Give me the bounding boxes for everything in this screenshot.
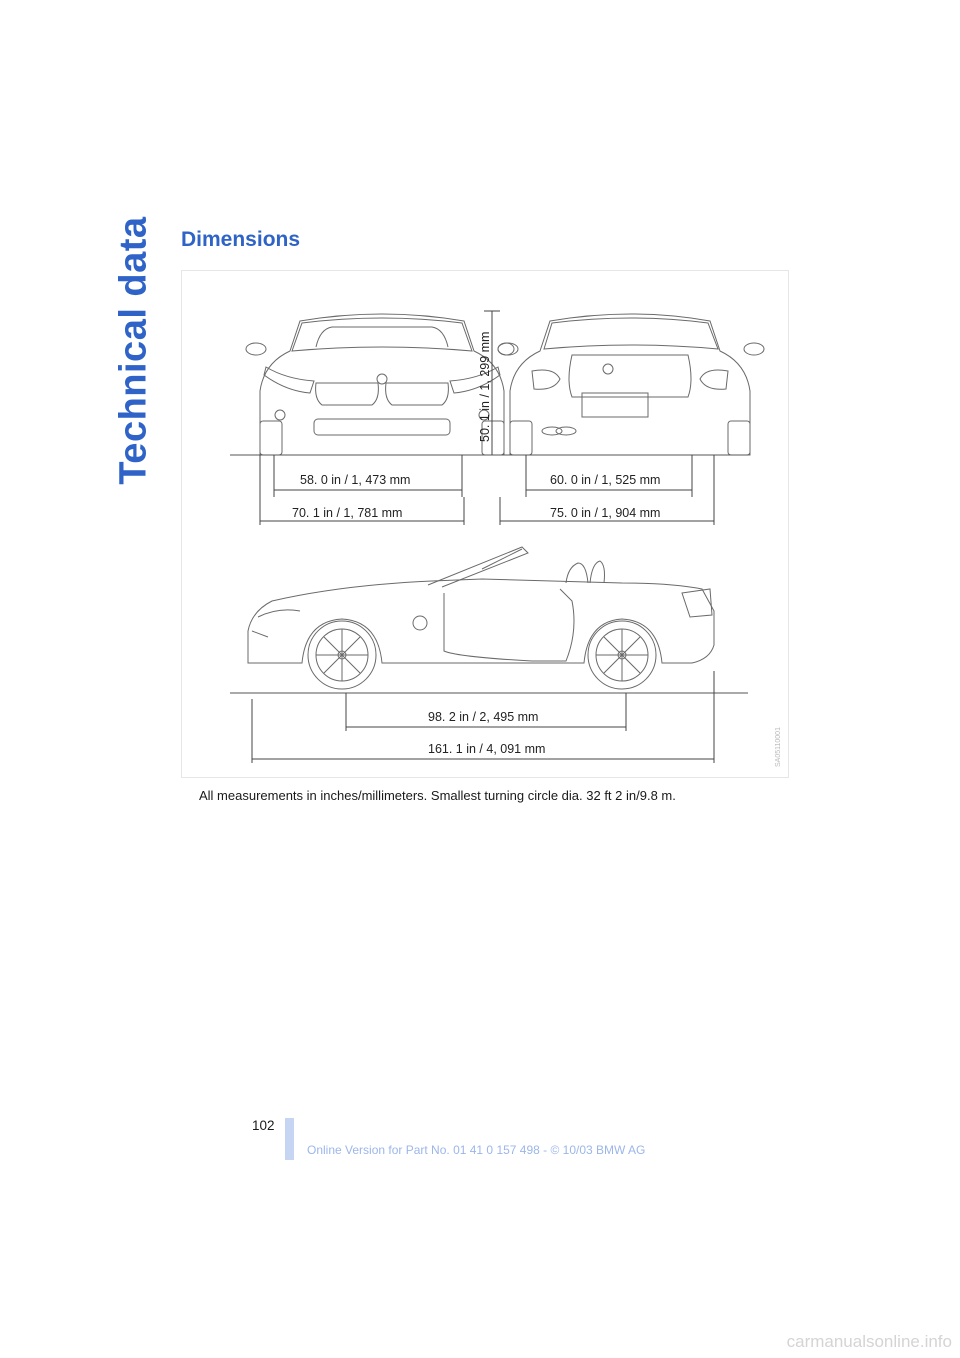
section-title: Dimensions: [181, 228, 301, 251]
length-dimension-label: 161. 1 in / 4, 091 mm: [428, 742, 546, 756]
page-number: 102: [252, 1118, 275, 1133]
footer-online-version: Online Version for Part No. 01 41 0 157 498 - © 10/03 BMW AG: [307, 1143, 646, 1157]
dimensions-drawing: [182, 271, 790, 779]
chapter-side-tab: [112, 215, 156, 485]
side-view-car: [248, 547, 714, 689]
front-width-dimension-label: 70. 1 in / 1, 781 mm: [292, 506, 403, 520]
rear-view-car: [498, 314, 764, 455]
figure-code: SA05110001: [775, 727, 782, 767]
chapter-side-tab-label: Technical data: [112, 215, 155, 485]
rear-width-dimension-label: 75. 0 in / 1, 904 mm: [550, 506, 661, 520]
rear-track-dimension-label: 60. 0 in / 1, 525 mm: [550, 473, 661, 487]
footer-accent-bar: [285, 1118, 294, 1160]
wheelbase-dimension-label: 98. 2 in / 2, 495 mm: [428, 710, 539, 724]
dimensions-figure: [181, 270, 789, 778]
figure-caption: All measurements in inches/millimeters. Smallest turning circle dia. 32 ft 2 in/9.8 m.: [199, 788, 676, 803]
watermark: carmanualsonline.info: [786, 1332, 952, 1351]
front-track-dimension-label: 58. 0 in / 1, 473 mm: [300, 473, 411, 487]
height-dimension-label: 50. 1 in / 1, 299 mm: [478, 331, 492, 442]
